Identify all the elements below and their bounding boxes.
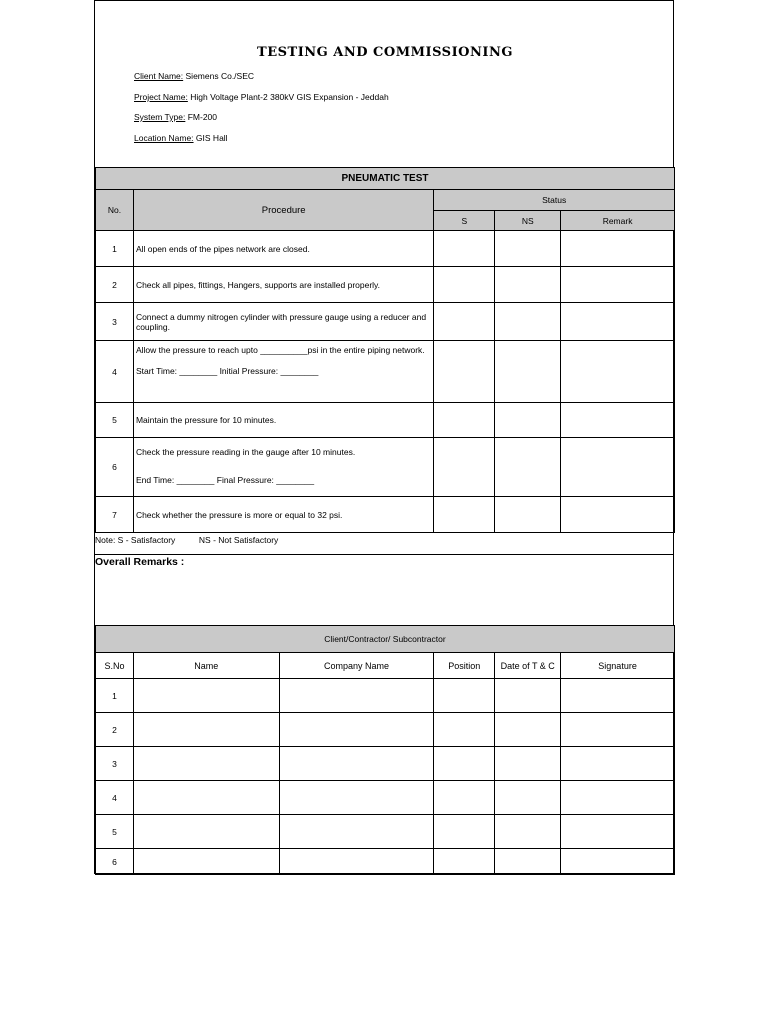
client-name-line xyxy=(134,71,254,81)
overall-remarks-area[interactable] xyxy=(95,571,673,625)
remark-cell[interactable] xyxy=(561,341,675,403)
location-name-value: GIS Hall xyxy=(195,133,228,143)
remark-cell[interactable] xyxy=(561,403,675,438)
table-row xyxy=(96,815,675,849)
col-status-header: Status xyxy=(434,190,675,211)
status-legend-note xyxy=(95,535,278,545)
position-cell[interactable] xyxy=(434,679,495,713)
system-type-label: System Type: xyxy=(134,112,186,122)
table-row xyxy=(96,781,675,815)
table-row xyxy=(96,341,675,403)
signoff-row-no: 2 xyxy=(96,713,134,747)
name-cell[interactable] xyxy=(133,679,279,713)
status-s-cell[interactable] xyxy=(434,438,495,497)
location-name-line xyxy=(134,133,228,143)
name-cell[interactable] xyxy=(133,781,279,815)
table-row xyxy=(96,267,675,303)
step-cell xyxy=(133,438,433,497)
date-cell[interactable] xyxy=(495,679,561,713)
step-text: Check whether the pressure is more or equal to 32 psi. xyxy=(133,497,433,533)
remark-cell[interactable] xyxy=(561,438,675,497)
name-cell[interactable] xyxy=(133,747,279,781)
table-row xyxy=(96,747,675,781)
col-company-header: Company Name xyxy=(279,653,434,679)
position-cell[interactable] xyxy=(434,849,495,875)
project-name-label: Project Name: xyxy=(134,92,188,102)
note-text: Note: S - Satisfactory NS - Not Satisfactory xyxy=(95,535,279,545)
status-ns-cell[interactable] xyxy=(495,231,561,267)
col-date-header: Date of T & C xyxy=(495,653,561,679)
step-text: Check all pipes, fittings, Hangers, supports are installed properly. xyxy=(133,267,433,303)
page-title: TESTING AND COMMISSIONING xyxy=(257,45,513,60)
company-cell[interactable] xyxy=(279,679,434,713)
table-row xyxy=(96,438,675,497)
signoff-row-no: 6 xyxy=(96,849,134,875)
date-cell[interactable] xyxy=(495,849,561,875)
step-text: Connect a dummy nitrogen cylinder with pressure gauge using a reducer and coupling. xyxy=(133,303,433,341)
step-text: Check the pressure reading in the gauge after 10 minutes. xyxy=(135,447,356,457)
table-row xyxy=(96,849,675,875)
signature-cell[interactable] xyxy=(561,815,675,849)
company-cell[interactable] xyxy=(279,747,434,781)
status-s-cell[interactable] xyxy=(434,267,495,303)
signature-cell[interactable] xyxy=(561,781,675,815)
date-cell[interactable] xyxy=(495,713,561,747)
col-ns-header: NS xyxy=(495,211,561,231)
col-position-header: Position xyxy=(434,653,495,679)
step-text: Maintain the pressure for 10 minutes. xyxy=(133,403,433,438)
status-ns-cell[interactable] xyxy=(495,267,561,303)
client-name-label: Client Name: xyxy=(134,71,184,81)
table-row xyxy=(96,303,675,341)
date-cell[interactable] xyxy=(495,747,561,781)
position-cell[interactable] xyxy=(434,747,495,781)
remark-cell[interactable] xyxy=(561,303,675,341)
signoff-row-no: 3 xyxy=(96,747,134,781)
client-name-value: Siemens Co./SEC xyxy=(185,71,255,81)
position-cell[interactable] xyxy=(434,713,495,747)
step-no: 6 xyxy=(96,438,134,497)
step-no: 5 xyxy=(96,403,134,438)
status-s-cell[interactable] xyxy=(434,403,495,438)
signoff-table xyxy=(95,625,675,875)
signoff-row-no: 4 xyxy=(96,781,134,815)
col-remark-header: Remark xyxy=(561,211,675,231)
remark-cell[interactable] xyxy=(561,231,675,267)
position-cell[interactable] xyxy=(434,815,495,849)
status-s-cell[interactable] xyxy=(434,303,495,341)
company-cell[interactable] xyxy=(279,781,434,815)
status-s-cell[interactable] xyxy=(434,231,495,267)
pneumatic-test-title: PNEUMATIC TEST xyxy=(96,168,675,190)
status-ns-cell[interactable] xyxy=(495,303,561,341)
position-cell[interactable] xyxy=(434,781,495,815)
col-name-header: Name xyxy=(133,653,279,679)
step-cell xyxy=(133,341,433,403)
remark-cell[interactable] xyxy=(561,267,675,303)
table-row xyxy=(96,231,675,267)
status-ns-cell[interactable] xyxy=(495,438,561,497)
step-no: 2 xyxy=(96,267,134,303)
name-cell[interactable] xyxy=(133,849,279,875)
status-s-cell[interactable] xyxy=(434,341,495,403)
remark-cell[interactable] xyxy=(561,497,675,533)
col-sno-header: S.No xyxy=(96,653,134,679)
col-s-header: S xyxy=(434,211,495,231)
step-no: 4 xyxy=(96,341,134,403)
divider xyxy=(95,554,673,555)
status-ns-cell[interactable] xyxy=(495,497,561,533)
status-ns-cell[interactable] xyxy=(495,341,561,403)
table-row xyxy=(96,403,675,438)
table-row xyxy=(96,713,675,747)
project-name-line xyxy=(134,92,389,102)
company-cell[interactable] xyxy=(279,713,434,747)
system-type-line xyxy=(134,112,217,122)
step-extra: End Time: ________ Final Pressure: ________ xyxy=(135,475,315,485)
table-row xyxy=(96,497,675,533)
table-row xyxy=(96,679,675,713)
overall-remarks-label: Overall Remarks : xyxy=(95,556,185,568)
pneumatic-test-table xyxy=(95,167,675,533)
form-sheet xyxy=(94,0,674,874)
step-text: All open ends of the pipes network are closed. xyxy=(133,231,433,267)
col-procedure-header: Procedure xyxy=(133,190,433,231)
company-cell[interactable] xyxy=(279,849,434,875)
system-type-value: FM-200 xyxy=(187,112,218,122)
signature-cell[interactable] xyxy=(561,849,675,875)
name-cell[interactable] xyxy=(133,713,279,747)
signoff-row-no: 1 xyxy=(96,679,134,713)
step-no: 1 xyxy=(96,231,134,267)
step-no: 7 xyxy=(96,497,134,533)
signature-cell[interactable] xyxy=(561,713,675,747)
date-cell[interactable] xyxy=(495,781,561,815)
signoff-title: Client/Contractor/ Subcontractor xyxy=(96,626,675,653)
status-s-cell[interactable] xyxy=(434,497,495,533)
step-no: 3 xyxy=(96,303,134,341)
date-cell[interactable] xyxy=(495,815,561,849)
col-no-header: No. xyxy=(96,190,134,231)
step-text: Allow the pressure to reach upto __________psi in the entire piping network. xyxy=(135,345,425,355)
name-cell[interactable] xyxy=(133,815,279,849)
status-ns-cell[interactable] xyxy=(495,403,561,438)
company-cell[interactable] xyxy=(279,815,434,849)
col-signature-header: Signature xyxy=(561,653,675,679)
step-extra: Start Time: ________ Initial Pressure: ________ xyxy=(135,366,319,376)
project-name-value: High Voltage Plant-2 380kV GIS Expansion - Jeddah xyxy=(190,92,389,102)
location-name-label: Location Name: xyxy=(134,133,194,143)
signature-cell[interactable] xyxy=(561,679,675,713)
signoff-row-no: 5 xyxy=(96,815,134,849)
signature-cell[interactable] xyxy=(561,747,675,781)
